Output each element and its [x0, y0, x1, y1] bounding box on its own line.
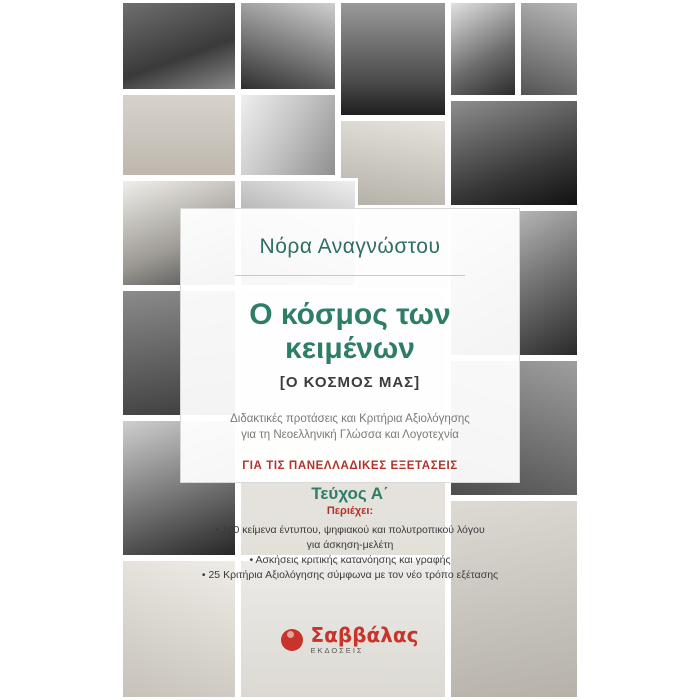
publisher-subtitle: ΕΚΔΟΣΕΙΣ	[310, 646, 364, 655]
description-line-1: Διδακτικές προτάσεις και Κριτήρια Αξιολόγησης	[230, 413, 470, 425]
collage-photo-7	[238, 92, 338, 178]
collage-photo-1	[120, 0, 238, 92]
collage-photo-2	[238, 0, 338, 92]
title-divider	[235, 275, 465, 276]
right-margin	[580, 0, 700, 700]
collage-photo-3	[338, 0, 448, 118]
book-title: Ο κόσμος των κειμένων	[249, 298, 451, 365]
title-frame	[180, 208, 520, 503]
author-name: Νόρα Αναγνώστου	[259, 235, 441, 258]
collage-photo-4	[448, 0, 518, 98]
contents-line: • 25 Κριτήρια Αξιολόγησης σύμφωνα με τον νέο τρόπο εξέτασης	[201, 569, 499, 581]
contents-line: • 100 κείμενα έντυπου, ψηφιακού και πολυτροπικού λόγου	[215, 524, 485, 536]
publisher-name: Σαββάλας	[310, 623, 419, 647]
contents-block	[180, 505, 520, 583]
description-line-2: για τη Νεοελληνική Γλώσσα και Λογοτεχνία	[241, 429, 459, 441]
collage-photo-5	[518, 0, 580, 98]
collage-photo-9	[448, 98, 580, 208]
contents-line: • Ασκήσεις κριτικής κατανόησης και γραφής	[249, 554, 451, 566]
exam-label: ΓΙΑ ΤΙΣ ΠΑΝΕΛΛΑΔΙΚΕΣ ΕΞΕΤΑΣΕΙΣ	[242, 460, 458, 472]
contents-line: για άσκηση-μελέτη	[306, 539, 394, 551]
collage-photo-6	[120, 92, 238, 178]
book-cover	[120, 0, 580, 700]
book-subtitle-bracket: [Ο ΚΟΣΜΟΣ ΜΑΣ]	[279, 374, 421, 391]
left-margin	[0, 0, 120, 700]
publisher-dot-icon	[281, 629, 303, 651]
contents-title: Περιέχει:	[326, 505, 374, 517]
volume-label: Τεύχος Α΄	[311, 484, 389, 503]
publisher-logo	[120, 625, 580, 655]
